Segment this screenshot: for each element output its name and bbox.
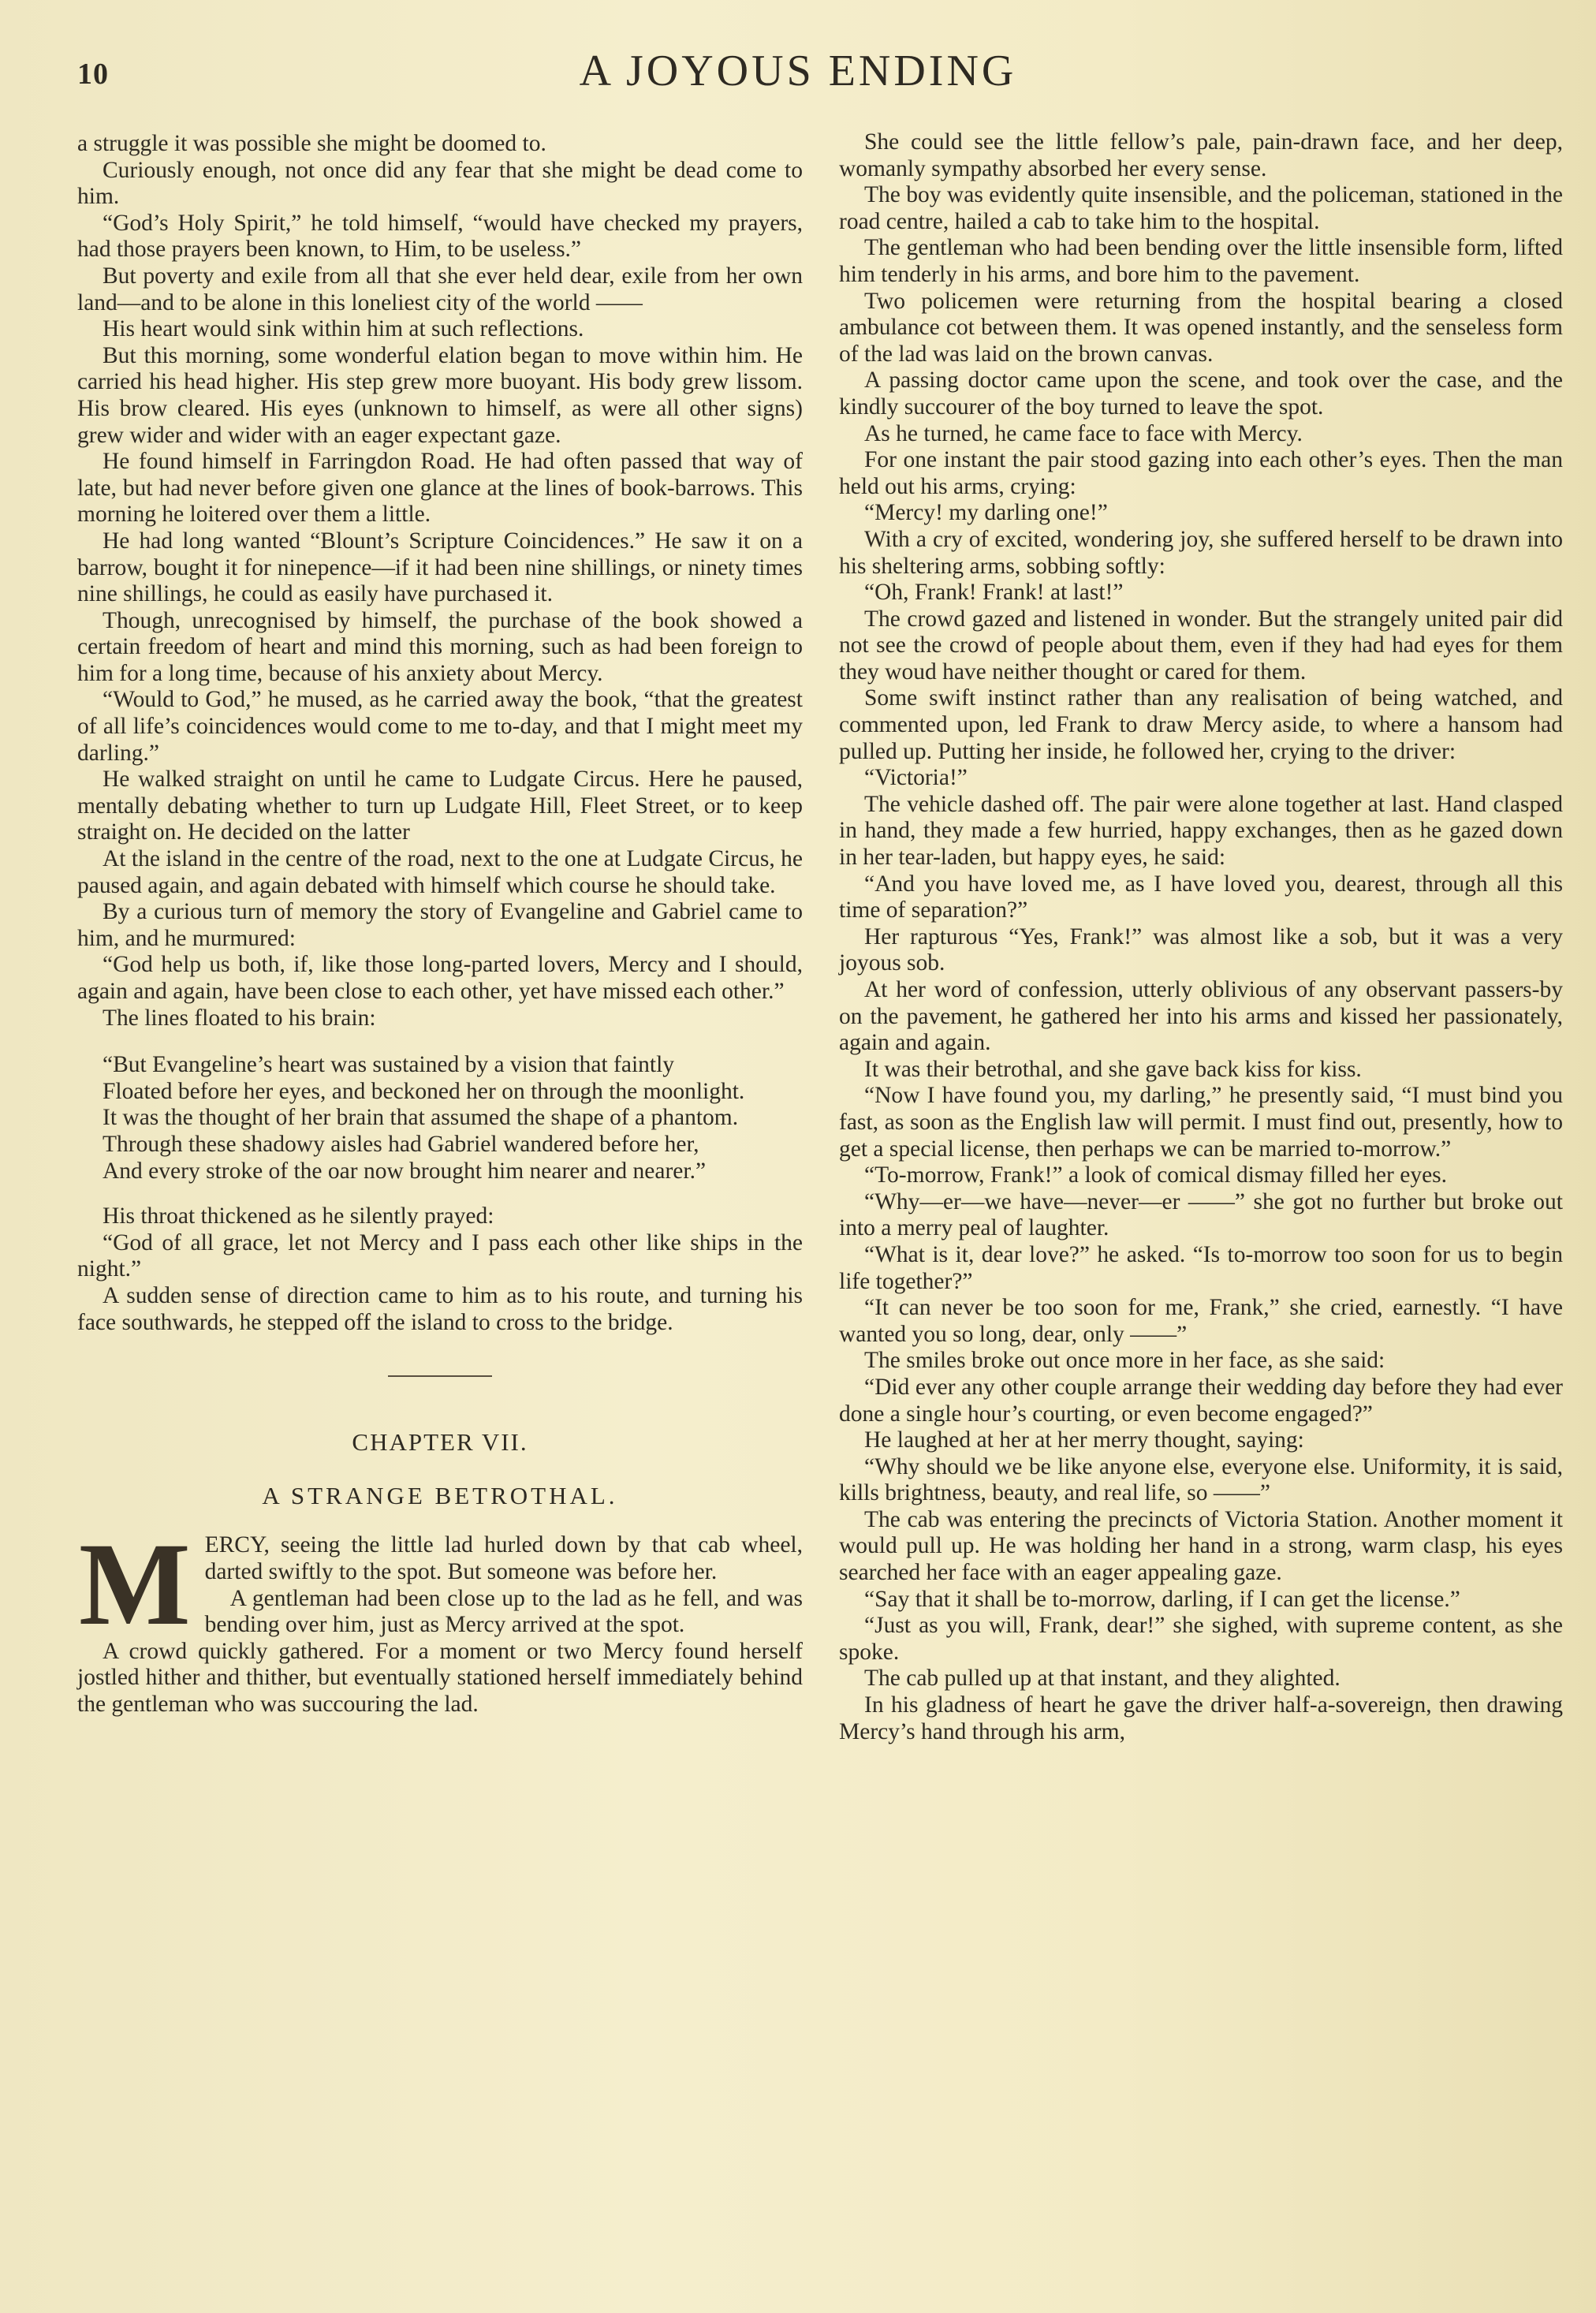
poem-quotation bbox=[77, 1052, 803, 1184]
section-divider bbox=[388, 1375, 492, 1377]
paragraph: The cab was entering the precincts of Victoria Station. Another moment it would pull up. He was holding her hand in a strong, warm clasp, his eyes searched her face with an eager appealing gaze. bbox=[839, 1506, 1563, 1586]
paragraph: The vehicle dashed off. The pair were alone together at last. Hand clasped in hand, they made a few hurried, happy exchanges, then as he gazed down in her tear-laden, but happy eyes, he said: bbox=[839, 791, 1563, 871]
paragraph: But poverty and exile from all that she ever held dear, exile from her own land—and to be alone in this loneliest city of the world —— bbox=[77, 263, 803, 315]
right-column bbox=[839, 129, 1563, 1745]
paragraph: The lines floated to his brain: bbox=[103, 1005, 376, 1031]
paragraph: He found himself in Farringdon Road. He had often passed that way of late, but had never before given one glance at the lines of book-barrows. This morning he loitered over them a little. bbox=[77, 449, 803, 528]
opening-text: ERCY, seeing the little lad hurled down by that cab wheel, darted swiftly to the spot. But someone was before her. bbox=[204, 1532, 803, 1584]
paragraph: “Oh, Frank! Frank! at last!” bbox=[864, 580, 1124, 606]
paragraph: His throat thickened as he silently prayed: bbox=[103, 1203, 494, 1229]
paragraph: “Now I have found you, my darling,” he presently said, “I must bind you fast, as soon as the English law will permit. I must find out, presently, how to get a special license, then perhaps we can be married to-morrow.” bbox=[839, 1083, 1563, 1162]
paragraph: “It can never be too soon for me, Frank,” she cried, earnestly. “I have wanted you so long, dear, only ——” bbox=[839, 1295, 1563, 1347]
paragraph: “Why should we be like anyone else, everyone else. Uniformity, it is said, kills brightness, beauty, and real life, so ——” bbox=[839, 1453, 1563, 1506]
poem-line: It was the thought of her brain that assumed the shape of a phantom. bbox=[103, 1105, 739, 1131]
page-number: 10 bbox=[77, 58, 109, 91]
paragraph: “Did ever any other couple arrange their wedding day before they had ever done a single hour’s courting, or even become engaged?” bbox=[839, 1374, 1563, 1427]
paragraph: With a cry of excited, wondering joy, she suffered herself to be drawn into his sheltering arms, sobbing softly: bbox=[839, 526, 1563, 579]
paragraph: “God’s Holy Spirit,” he told himself, “would have checked my prayers, had those prayers been known, to Him, to be useless.” bbox=[77, 210, 803, 263]
drop-cap: M bbox=[79, 1519, 191, 1651]
paragraph: His heart would sink within him at such reflections. bbox=[103, 316, 584, 342]
paragraph: “God help us both, if, like those long-parted lovers, Mercy and I should, again and again, have been close to each other, yet have missed each other.” bbox=[77, 952, 803, 1004]
left-column bbox=[77, 131, 803, 1718]
paragraph: The gentleman who had been bending over the little insensible form, lifted him tenderly in his arms, and bore him to the pavement. bbox=[839, 235, 1563, 287]
paragraph: The crowd gazed and listened in wonder. But the strangely united pair did not see the crowd of people about them, even if they had had eyes for them they woud have neither thought or cared for them. bbox=[839, 606, 1563, 685]
paragraph: a struggle it was possible she might be doomed to. bbox=[77, 131, 546, 156]
paragraph: “God of all grace, let not Mercy and I pass each other like ships in the night.” bbox=[77, 1229, 803, 1282]
poem-line: Floated before her eyes, and beckoned her on through the moonlight. bbox=[103, 1078, 745, 1104]
paragraph: “What is it, dear love?” he asked. “Is to-morrow too soon for us to begin life together?” bbox=[839, 1241, 1563, 1294]
chapter-heading: CHAPTER VII. bbox=[352, 1428, 528, 1457]
paragraph: A sudden sense of direction came to him as to his route, and turning his face southwards, he stepped off the island to cross to the bridge. bbox=[77, 1282, 803, 1335]
paragraph: The boy was evidently quite insensible, and the policeman, stationed in the road centre, hailed a cab to take him to the hospital. bbox=[839, 182, 1563, 234]
paragraph: Curiously enough, not once did any fear that she might be dead come to him. bbox=[77, 157, 803, 210]
poem-line: And every stroke of the oar now brought him nearer and nearer.” bbox=[103, 1158, 707, 1184]
paragraph: “Would to God,” he mused, as he carried away the book, “that the greatest of all life’s coincidences would come to me to-day, and that I might meet my darling.” bbox=[77, 687, 803, 766]
paragraph: For one instant the pair stood gazing into each other’s eyes. Then the man held out his arms, crying: bbox=[839, 447, 1563, 499]
paragraph: A passing doctor came upon the scene, and took over the case, and the kindly succourer of the boy turned to leave the spot. bbox=[839, 367, 1563, 420]
paragraph: “Victoria!” bbox=[864, 765, 968, 791]
paragraph: “And you have loved me, as I have loved you, dearest, through all this time of separation?” bbox=[839, 871, 1563, 923]
paragraph: “Why—er—we have—never—er ——” she got no further but broke out into a merry peal of laughter. bbox=[839, 1188, 1563, 1241]
paragraph: “Say that it shall be to-morrow, darling, if I can get the license.” bbox=[864, 1586, 1460, 1612]
paragraph: Two policemen were returning from the hospital bearing a closed ambulance cot between them. It was opened instantly, and the senseless form of the lad was laid on the brown canvas. bbox=[839, 288, 1563, 367]
paragraph: At the island in the centre of the road, next to the one at Ludgate Circus, he paused again, and again debated with himself which course he should take. bbox=[77, 846, 803, 898]
poem-line: “But Evangeline’s heart was sustained by a vision that faintly bbox=[103, 1052, 675, 1078]
paragraph: It was their betrothal, and she gave back kiss for kiss. bbox=[864, 1056, 1362, 1082]
paragraph: “Just as you will, Frank, dear!” she sighed, with supreme content, as she spoke. bbox=[839, 1613, 1563, 1665]
paragraph: “To-morrow, Frank!” a look of comical dismay filled her eyes. bbox=[864, 1162, 1448, 1188]
paragraph: She could see the little fellow’s pale, pain-drawn face, and her deep, womanly sympathy absorbed her every sense. bbox=[839, 129, 1563, 181]
paragraph: Her rapturous “Yes, Frank!” was almost like a sob, but it was a very joyous sob. bbox=[839, 923, 1563, 976]
paragraph: The cab pulled up at that instant, and they alighted. bbox=[864, 1666, 1341, 1692]
paragraph: He laughed at her at her merry thought, saying: bbox=[864, 1427, 1304, 1453]
paragraph: At her word of confession, utterly oblivious of any observant passers-by on the pavement, he gathered her into his arms and kissed her passionately, again and again. bbox=[839, 977, 1563, 1056]
paragraph: A gentleman had been close up to the lad as he fell, and was bending over him, just as Mercy arrived at the spot. bbox=[204, 1585, 803, 1638]
paragraph: By a curious turn of memory the story of Evangeline and Gabriel came to him, and he murmured: bbox=[77, 899, 803, 951]
paragraph: He walked straight on until he came to Ludgate Circus. Here he paused, mentally debating whether to turn up Ludgate Hill, Fleet Street, or to keep straight on. He decided on the latter bbox=[77, 767, 803, 845]
running-title: A JOYOUS ENDING bbox=[579, 47, 1017, 95]
paragraph: He had long wanted “Blount’s Scripture Coincidences.” He saw it on a barrow, bought it for ninepence—if it had been nine shillings, or ninety times nine shillings, he could as easily have purchased it. bbox=[77, 528, 803, 607]
paragraph: Though, unrecognised by himself, the purchase of the book showed a certain freedom of heart and mind this morning, such as had been foreign to him for a long time, because of his anxiety about Mercy. bbox=[77, 607, 803, 686]
paragraph: As he turned, he came face to face with Mercy. bbox=[864, 420, 1303, 446]
poem-line: Through these shadowy aisles had Gabriel wandered before her, bbox=[103, 1131, 699, 1157]
paragraph: Some swift instinct rather than any realisation of being watched, and commented upon, led Frank to draw Mercy aside, to where a hansom had pulled up. Putting her inside, he followed her, crying to the driver: bbox=[839, 685, 1563, 764]
paragraph: The smiles broke out once more in her face, as she said: bbox=[864, 1348, 1385, 1374]
chapter-title: A STRANGE BETROTHAL. bbox=[262, 1481, 618, 1509]
paragraph: “Mercy! my darling one!” bbox=[864, 500, 1108, 526]
paragraph: But this morning, some wonderful elation began to move within him. He carried his head higher. His step grew more buoyant. His body grew lissom. His brow cleared. His eyes (unknown to himself, as were all other signs) grew wider and wider with an eager expectant gaze. bbox=[77, 342, 803, 448]
paragraph: In his gladness of heart he gave the driver half-a-sovereign, then drawing Mercy’s hand through his arm, bbox=[839, 1692, 1563, 1744]
paragraph: A crowd quickly gathered. For a moment or two Mercy found herself jostled hither and thither, but eventually stationed herself immediately behind the gentleman who was succouring the lad. bbox=[77, 1638, 803, 1717]
